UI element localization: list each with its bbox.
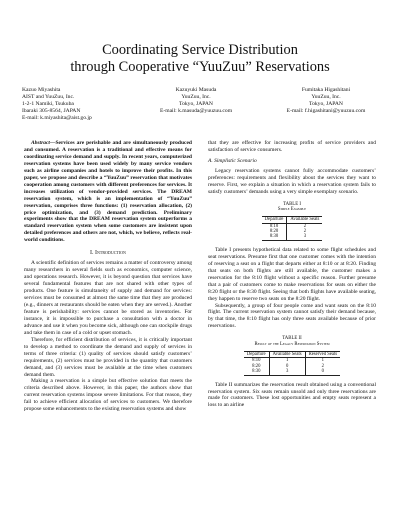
table-cell: 8:20 [244,364,269,369]
table-cell: 1 [321,358,325,364]
author-email: E-mail: k.miyashita@aist.go.jp [22,115,92,122]
table-1-title: Simple Example [277,207,307,213]
table-header-reserved-seats: Reserved Seats [305,351,340,357]
section-heading-introduction: I. Introduction [90,250,126,257]
subsection-heading-simplistic-scenario: A. Simplistic Scenario [208,157,257,164]
author-2 [140,87,252,115]
table-cell: 8:30 [262,234,287,240]
author-name: Fumitaka Higashitani [301,87,351,93]
abstract-text: —Services are perishable and are simultaneously produced and consumed. A reservation is a traditional and effective means for coordinating service demand and supply. In recent years, computerized reservation systems have been used widely by many service vendors such as airline companies and hotels to improve their profits. In this paper, we propose and describe a “YuuZuu” reservation that motivates cooperation among customers with different preferences for services. It increases utilization of vendor-provided services. The DREAM reservation system, which is an implementation of “YuuZuu” reservation, comprises three functions: (1) reservation allocation, (2) price optimization, and (3) demand prediction. Preliminary experiments show that the DREAM reservation system outperforms a standard reservation system when some customers are insistent upon detailed preferences and others are not, which, we believe, reflects real-world conditions. [24,140,192,244]
table-1-discussion-paragraph: Table I presents hypothetical data related to some flight schedules and seat reservations. Presume first that one customer comes with the intention of reserving a seat on a flight that departs either at 8:10 or at 8:20. Finding that seats on both flights are still available, the customer makes a reservation for the 8:10 flight without a specific reason. Further presume that a pair of customers come to make reservations for seats on either the 8:20 flight or the 8:30 flight. Seeing that both flights have available seating, they happen to reserve two seats on the 8:20 flight. [208,246,376,302]
table-cell: 2 [303,223,307,229]
table-2-title: Result of the Legacy Reservation System [254,342,330,348]
table-row [244,369,340,375]
author-affiliation: YuuZuu, Inc. [311,94,341,101]
title-line-1: Coordinating Service Distribution [102,42,298,58]
table-cell: 8:10 [244,358,269,364]
left-column [24,140,192,413]
author-3 [274,87,378,115]
intro-paragraph-3: Making a reservation is a simple but effective solution that meets the criteria described above. However, in this paper, the authors show that current reservation systems impose severe limitations. For that reason, they fail to achieve efficient allocation of services to customers. We therefore propose some enhancements to the existing reservation systems and show [24,378,192,413]
table-1-caption [208,202,376,214]
table-1 [262,216,323,241]
author-affiliation: YuuZuu, Inc. [181,94,211,101]
right-column [208,140,376,409]
title-line-2: through Cooperative “YuuZuu” Reservations [70,59,330,75]
table-header-available-seats: Available Seats [269,351,305,357]
author-block [22,87,378,133]
author-address: Tokyo, JAPAN [179,101,213,108]
table-cell: 1 [269,358,305,364]
table-2-label: TABLE II [282,336,302,342]
author-1 [22,87,118,122]
paper-title [0,42,400,76]
table-header-available-seats: Available Seats [287,217,322,223]
author-affiliation: AIST and YuuZuu, Inc. [22,94,75,101]
author-address: Ibaraki 305-8564, JAPAN [22,108,81,115]
table-2-caption [208,336,376,348]
table-header-departure: Departure [244,351,269,357]
author-address: Tokyo, JAPAN [309,101,343,108]
intro-paragraph-1: A scientific definition of services remains a matter of controversy among many researchers in several fields such as economics, computer science, and operations research. However, it is beyond question that services have several fundamental features that are not shared with other types of products. One feature is simultaneity of supply and demand for services: services must be consumed at almost the same time that they are produced (e.g., dinners at restaurants should be eaten when they are served.). Another feature is perishability: services cannot be stored as inventories. For instance, it is impossible to purchase a consultation with a doctor in advance and use it when you become sick, although one can stockpile drugs and take them in case of a cold or upset stomach. [24,260,192,336]
table-cell: 3 [287,234,322,240]
table-2 [244,351,340,376]
table-cell: 0 [305,369,340,375]
table-cell: 3 [269,369,305,375]
table-cell: 0 [269,364,305,369]
table-2-discussion-paragraph: Table II summarizes the reservation result obtained using a conventional reservation system. Six seats remain unsold and only three reservations are made for customers. These lost opportunities and empty seats represent a loss to an airline [208,381,376,409]
table-header-row [262,217,323,223]
table-header-row [244,351,340,357]
intro-continuation: that they are effective for increasing profits of service providers and satisfaction of service consumers. [208,140,376,153]
abstract-lead: Abstract [31,140,50,146]
author-name: Kazuo Miyashita [22,87,61,93]
table-cell: 8:10 [262,223,287,229]
author-email: E-mail: f.higashitani@yuuzuu.com [286,108,366,115]
table-1-label: TABLE I [283,201,301,207]
author-name: Kazuyuki Masuda [175,87,217,93]
author-email: E-mail: k.masuda@yuuzuu.com [159,108,233,115]
abstract [24,140,192,244]
table-header-departure: Departure [262,217,287,223]
author-address: 1-2-1 Namiki, Tsukuba [22,101,74,108]
scenario-paragraph: Legacy reservation systems cannot fully accommodate customers’ preferences: requirements and flexibility about the services they want to reserve. First, we explain a situation in which a reservation system fails to satisfy customers’ demands using a very simple exemplary scenario. [208,167,376,195]
group-scenario-paragraph: Subsequently, a group of four people come and want seats on the 8:10 flight. The current reservation system cannot satisfy their demand because, by that time, the 8:10 flight has only three seats available because of prior reservations. [208,302,376,330]
table-cell: 2 [303,229,307,235]
table-cell: 8:30 [244,369,269,375]
intro-paragraph-2: Therefore, for efficient distribution of services, it is critically important to develop a method to coordinate the demand and supply of services in terms of three criteria: (1) quality of services should satisfy customers’ requirements, (2) services must be provided in the quantity that customers demand, and (3) services must be available at the time when customers demand them. [24,336,192,378]
table-cell: 8:20 [262,229,287,234]
table-row [262,234,323,240]
table-cell: 2 [321,363,325,369]
